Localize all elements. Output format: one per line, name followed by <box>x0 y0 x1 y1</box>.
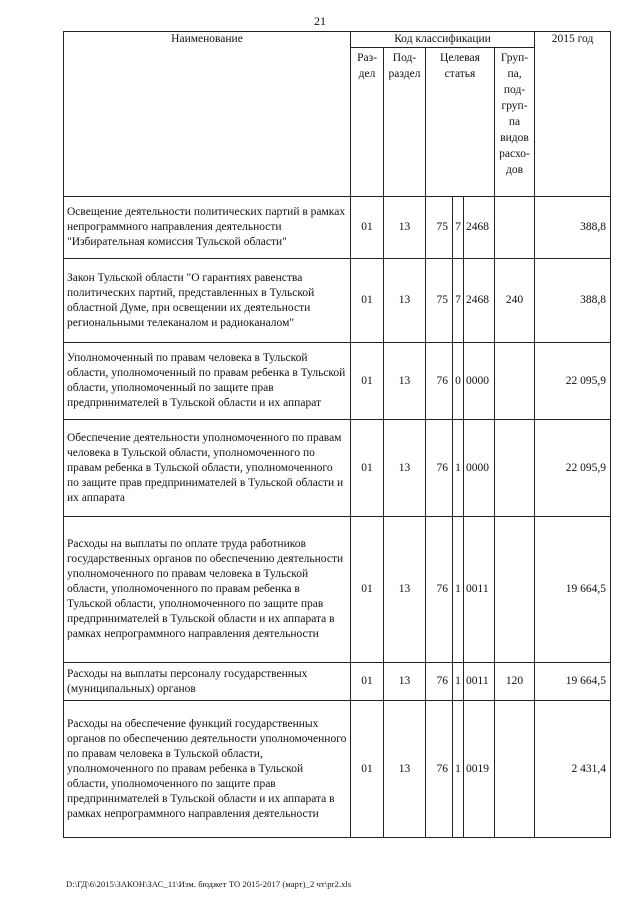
row-target-2: 1 <box>453 517 464 663</box>
header-section-line: Раз- <box>357 52 377 64</box>
row-section: 01 <box>351 343 384 420</box>
table-row <box>64 663 611 701</box>
row-target-2: 1 <box>453 701 464 838</box>
row-target-1: 76 <box>426 701 453 838</box>
row-name: Обеспечение деятельности уполномоченного по правам человека в Тульской области, уполномоченного по правам ребенка в Тульской области, уполномоченного по защите прав предпринимателей в Тульской области и их аппарата <box>64 420 351 517</box>
header-section <box>351 48 384 197</box>
row-target-3: 0000 <box>464 420 495 517</box>
table-row <box>64 259 611 343</box>
row-section: 01 <box>351 701 384 838</box>
header-group-line: видов <box>500 132 529 144</box>
row-target-1: 76 <box>426 517 453 663</box>
row-target-1: 76 <box>426 663 453 701</box>
header-subsection-line: Под- <box>392 52 417 64</box>
row-target-2: 1 <box>453 420 464 517</box>
header-subsection-line: раздел <box>388 68 421 80</box>
table-row <box>64 343 611 420</box>
table-row <box>64 517 611 663</box>
header-target-line: Целевая <box>440 52 480 64</box>
row-target-3: 0019 <box>464 701 495 838</box>
row-group <box>495 197 535 259</box>
header-group <box>495 48 535 197</box>
row-target-3: 2468 <box>464 197 495 259</box>
header-group-line: под- <box>503 84 526 96</box>
row-name: Закон Тульской области "О гарантиях равенства политических партий, представленных в Тульской областной Думе, при освещении их деятельности региональными телеканалом и радиоканалом" <box>64 259 351 343</box>
row-section: 01 <box>351 197 384 259</box>
row-target-3: 0000 <box>464 343 495 420</box>
table-row <box>64 701 611 838</box>
header-group-line: па, <box>507 68 522 80</box>
row-amount: 388,8 <box>535 197 611 259</box>
row-target-2: 7 <box>453 197 464 259</box>
row-target-2: 7 <box>453 259 464 343</box>
row-section: 01 <box>351 517 384 663</box>
row-subsection: 13 <box>384 343 426 420</box>
row-section: 01 <box>351 663 384 701</box>
row-subsection: 13 <box>384 517 426 663</box>
header-group-line: груп- <box>501 100 528 112</box>
row-subsection: 13 <box>384 259 426 343</box>
row-section: 01 <box>351 420 384 517</box>
row-subsection: 13 <box>384 420 426 517</box>
row-amount: 22 095,9 <box>535 343 611 420</box>
row-name: Уполномоченный по правам человека в Тульской области, уполномоченный по правам ребенка в Тульской области, уполномоченный по защите прав предпринимателей в Тульской области и их аппарат <box>64 343 351 420</box>
budget-table <box>63 31 611 838</box>
row-target-1: 76 <box>426 343 453 420</box>
row-target-3: 2468 <box>464 259 495 343</box>
row-group: 240 <box>495 259 535 343</box>
row-amount: 22 095,9 <box>535 420 611 517</box>
row-name: Расходы на обеспечение функций государственных органов по обеспечению деятельности уполномоченного по правам человека в Тульской области, уполномоченного по правам ребенка в Тульской области, уполномоченного по защите прав предпринимателей в Тульской области и их аппарата в рамках непрограммного направления деятельности <box>64 701 351 838</box>
row-target-3: 0011 <box>464 663 495 701</box>
row-amount: 388,8 <box>535 259 611 343</box>
row-group <box>495 517 535 663</box>
row-amount: 19 664,5 <box>535 517 611 663</box>
header-section-line: дел <box>358 68 376 80</box>
table-row <box>64 197 611 259</box>
page-number: 21 <box>314 14 326 28</box>
table-row <box>64 420 611 517</box>
row-target-2: 1 <box>453 663 464 701</box>
header-group-line: па <box>508 116 521 128</box>
row-subsection: 13 <box>384 663 426 701</box>
row-subsection: 13 <box>384 197 426 259</box>
row-group <box>495 420 535 517</box>
header-target <box>426 48 495 197</box>
header-group-line: Груп- <box>500 52 529 64</box>
row-name: Расходы на выплаты персоналу государственных (муниципальных) органов <box>64 663 351 701</box>
row-amount: 2 431,4 <box>535 701 611 838</box>
row-group <box>495 701 535 838</box>
row-section: 01 <box>351 259 384 343</box>
row-subsection: 13 <box>384 701 426 838</box>
header-group-line: дов <box>506 164 524 176</box>
header-group-line: расхо- <box>499 148 530 160</box>
row-group <box>495 343 535 420</box>
row-target-1: 76 <box>426 420 453 517</box>
row-name: Расходы на выплаты по оплате труда работников государственных органов по обеспечению деятельности уполномоченного по правам человека в Тульской области, уполномоченного по правам ребенка в Тульской области, уполномоченного по защите прав предпринимателей в Тульской области и их аппарата в рамках непрограммного направления деятельности <box>64 517 351 663</box>
header-target-line: статья <box>444 68 476 80</box>
header-subsection <box>384 48 426 197</box>
header-classification: Код классификации <box>351 32 535 48</box>
row-target-1: 75 <box>426 259 453 343</box>
row-target-2: 0 <box>453 343 464 420</box>
row-amount: 19 664,5 <box>535 663 611 701</box>
header-name: Наименование <box>64 32 351 197</box>
row-target-3: 0011 <box>464 517 495 663</box>
file-path-footer: D:\ГД\6\2015\ЗАКОН\ЗАС_11\Изм. бюджет ТО 2015-2017 (март)_2 чт\pr2.xls <box>66 879 352 889</box>
row-group: 120 <box>495 663 535 701</box>
row-target-1: 75 <box>426 197 453 259</box>
row-name: Освещение деятельности политических партий в рамках непрограммного направления деятельности "Избирательная комиссия Тульской области" <box>64 197 351 259</box>
header-year: 2015 год <box>535 32 611 197</box>
